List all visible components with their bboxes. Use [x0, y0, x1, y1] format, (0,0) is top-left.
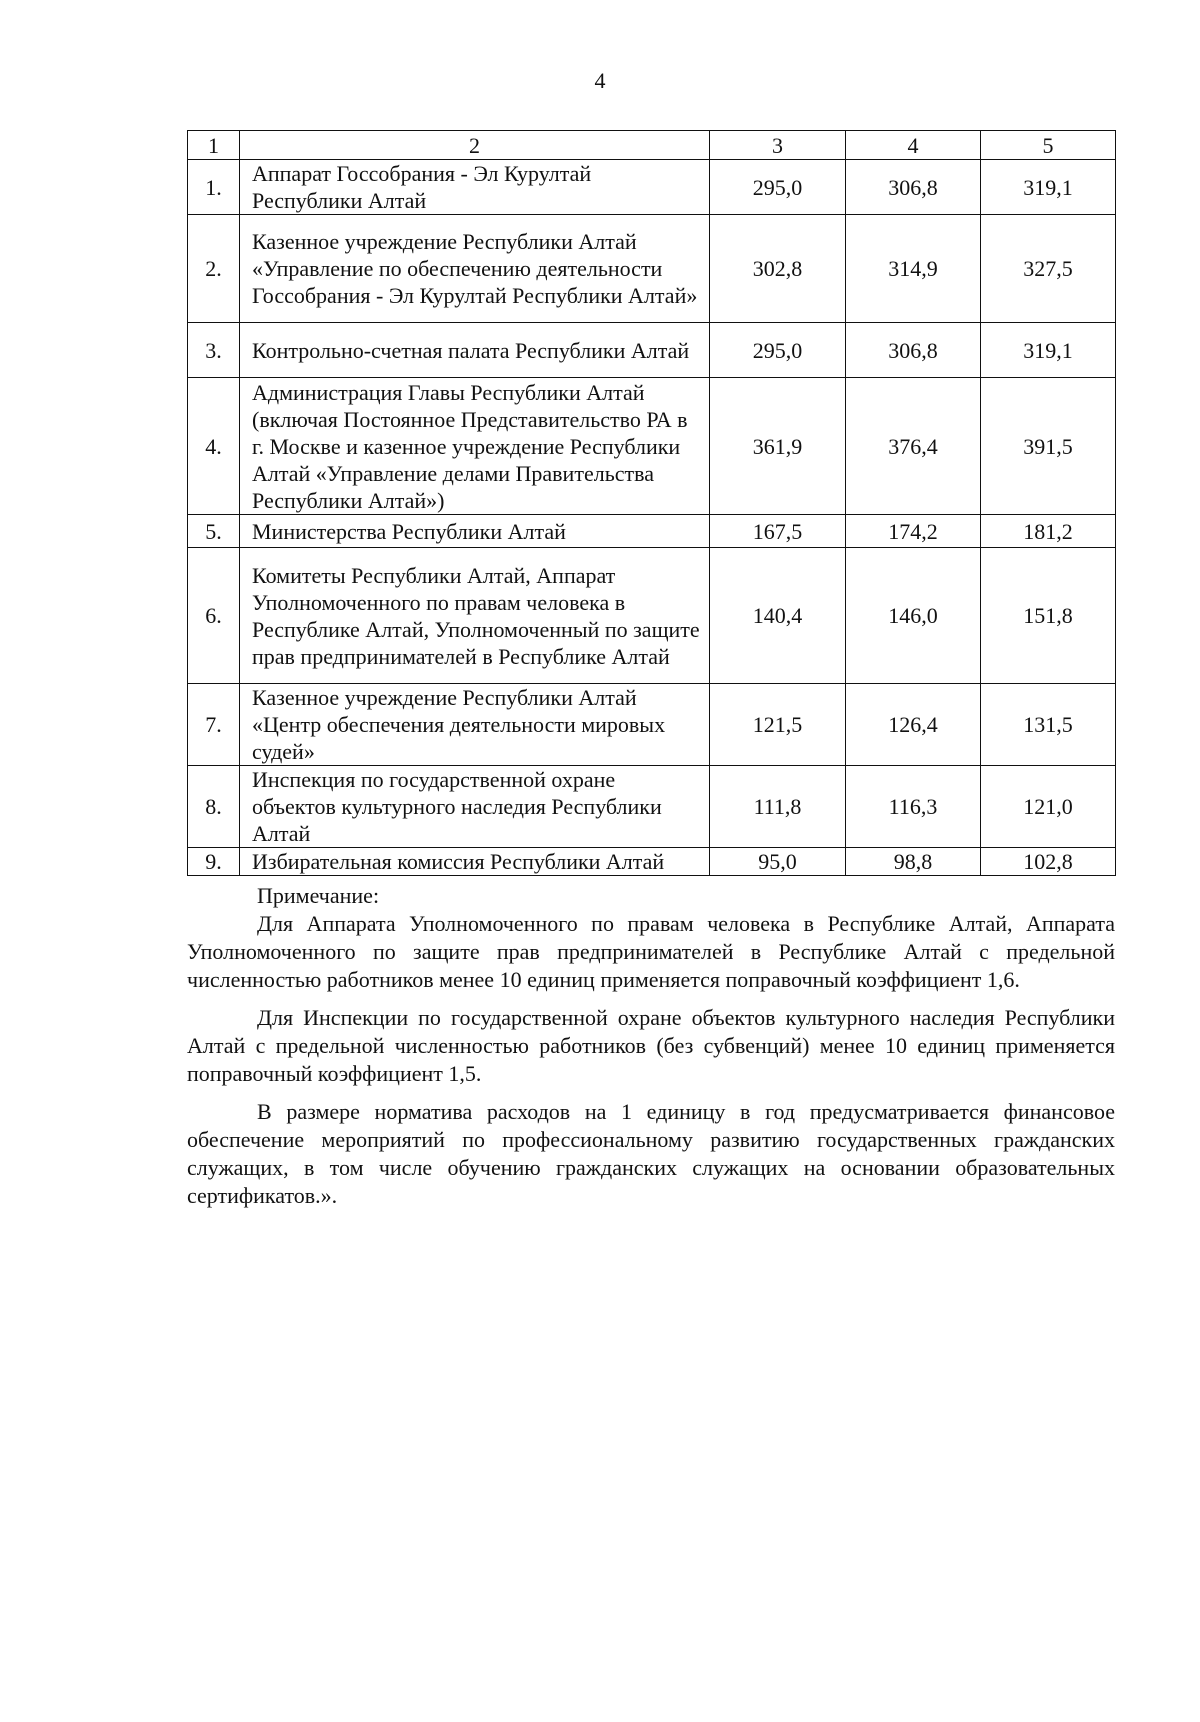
row-number: 4.: [188, 378, 240, 515]
value-col4: 116,3: [846, 766, 981, 848]
table-row: [188, 160, 1116, 215]
value-col4: 146,0: [846, 548, 981, 684]
value-col5: 327,5: [981, 215, 1116, 323]
value-col4: 174,2: [846, 515, 981, 548]
organization-name: Администрация Главы Республики Алтай (включая Постоянное Представительство РА в г. Москве и казенное учреждение Республики Алтай «Управление делами Правительства Республики Алтай»): [240, 378, 710, 515]
table-header-row: [188, 131, 1116, 160]
value-col5: 181,2: [981, 515, 1116, 548]
organization-name: Комитеты Республики Алтай, Аппарат Уполномоченного по правам человека в Республике Алтай, Уполномоченный по защите прав предпринимателей в Республике Алтай: [240, 548, 710, 684]
value-col5: 391,5: [981, 378, 1116, 515]
value-col4: 314,9: [846, 215, 981, 323]
value-col3: 121,5: [710, 684, 846, 766]
header-cell: 2: [240, 131, 710, 160]
table-row: [188, 848, 1116, 876]
value-col4: 98,8: [846, 848, 981, 876]
table-row: [188, 323, 1116, 378]
organization-name: Казенное учреждение Республики Алтай «Центр обеспечения деятельности мировых судей»: [240, 684, 710, 766]
row-number: 8.: [188, 766, 240, 848]
organization-name: Избирательная комиссия Республики Алтай: [240, 848, 710, 876]
value-col4: 376,4: [846, 378, 981, 515]
value-col3: 140,4: [710, 548, 846, 684]
value-col5: 102,8: [981, 848, 1116, 876]
value-col3: 295,0: [710, 323, 846, 378]
note-paragraph: Для Инспекции по государственной охране объектов культурного наследия Республики Алтай с предельной численностью работников (без субвенций) менее 10 единиц применяется поправочный коэффициент 1,5.: [187, 1005, 1115, 1086]
table-row: [188, 684, 1116, 766]
table-row: [188, 515, 1116, 548]
organization-name: Министерства Республики Алтай: [240, 515, 710, 548]
value-col5: 319,1: [981, 160, 1116, 215]
value-col3: 295,0: [710, 160, 846, 215]
note-paragraph: В размере норматива расходов на 1 единицу в год предусматривается финансовое обеспечение мероприятий по профессиональному развитию государственных гражданских служащих, в том числе обучению гражданских служащих на основании образовательных сертификатов.».: [187, 1099, 1115, 1208]
table-row: [188, 215, 1116, 323]
notes-section: [187, 882, 1115, 1220]
value-col4: 306,8: [846, 323, 981, 378]
row-number: 1.: [188, 160, 240, 215]
page-number: 4: [594, 68, 606, 93]
organization-name: Инспекция по государственной охране объектов культурного наследия Республики Алтай: [240, 766, 710, 848]
table-row: [188, 548, 1116, 684]
row-number: 7.: [188, 684, 240, 766]
note-paragraph: Для Аппарата Уполномоченного по правам человека в Республике Алтай, Аппарата Уполномоченного по защите прав предпринимателей в Республике Алтай с предельной численностью работников менее 10 единиц применяется поправочный коэффициент 1,6.: [187, 911, 1115, 992]
value-col4: 306,8: [846, 160, 981, 215]
value-col3: 302,8: [710, 215, 846, 323]
budget-table: [187, 130, 1116, 876]
value-col5: 319,1: [981, 323, 1116, 378]
row-number: 9.: [188, 848, 240, 876]
header-cell: 1: [188, 131, 240, 160]
organization-name: Аппарат Госсобрания - Эл Курултай Республики Алтай: [240, 160, 710, 215]
value-col3: 361,9: [710, 378, 846, 515]
row-number: 6.: [188, 548, 240, 684]
row-number: 5.: [188, 515, 240, 548]
header-cell: 3: [710, 131, 846, 160]
table-row: [188, 766, 1116, 848]
table-row: [188, 378, 1116, 515]
value-col4: 126,4: [846, 684, 981, 766]
value-col5: 121,0: [981, 766, 1116, 848]
value-col3: 111,8: [710, 766, 846, 848]
row-number: 2.: [188, 215, 240, 323]
value-col5: 131,5: [981, 684, 1116, 766]
value-col3: 167,5: [710, 515, 846, 548]
notes-title: Примечание:: [257, 883, 380, 908]
value-col5: 151,8: [981, 548, 1116, 684]
organization-name: Казенное учреждение Республики Алтай «Управление по обеспечению деятельности Госсобрания - Эл Курултай Республики Алтай»: [240, 215, 710, 323]
value-col3: 95,0: [710, 848, 846, 876]
row-number: 3.: [188, 323, 240, 378]
header-cell: 4: [846, 131, 981, 160]
organization-name: Контрольно-счетная палата Республики Алтай: [240, 323, 710, 378]
header-cell: 5: [981, 131, 1116, 160]
